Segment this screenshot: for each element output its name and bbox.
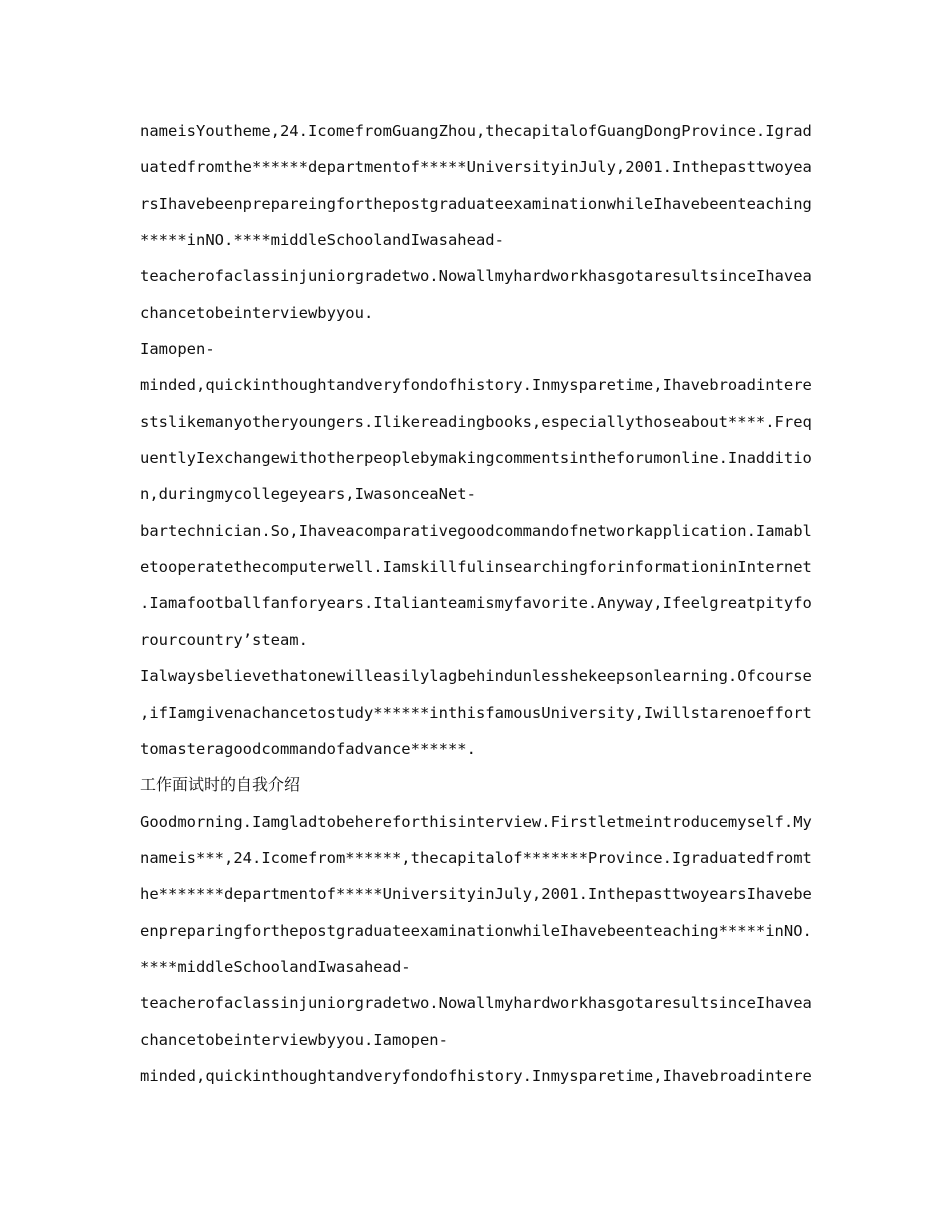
text-line: etooperatethecomputerwell.IamskillfulinsearchingforinformationinInternet xyxy=(140,558,812,577)
text-line: ****middleSchoolandIwasahead- xyxy=(140,957,411,976)
text-line: minded,quickinthoughtandveryfondofhistory.Inmysparetime,Ihavebroadintere xyxy=(140,1066,812,1085)
text-line: minded,quickinthoughtandveryfondofhistory.Inmysparetime,Ihavebroadintere xyxy=(140,376,812,395)
text-line: teacherofaclassinjuniorgradetwo.NowallmyhardworkhasgotaresultsinceIhavea xyxy=(140,267,812,286)
text-line: chancetobeinterviewbyyou. xyxy=(140,303,374,322)
text-line: n,duringmycollegeyears,IwasonceaNet- xyxy=(140,485,476,504)
text-line: *****inNO.****middleSchoolandIwasahead- xyxy=(140,231,504,250)
text-line: rourcountry’steam. xyxy=(140,630,308,649)
text-line: nameisYoutheme,24.IcomefromGuangZhou,thecapitalofGuangDongProvince.Igrad xyxy=(140,122,812,140)
text-line: Iamopen- xyxy=(140,340,215,359)
text-line: .Iamafootballfanforyears.Italianteamismyfavorite.Anyway,Ifeelgreatpityfo xyxy=(140,594,812,613)
text-line: uentlyIexchangewithotherpeoplebymakingcommentsintheforumonline.Inadditio xyxy=(140,449,812,468)
text-line: uatedfromthe******departmentof*****UniversityinJuly,2001.Inthepasttwoyea xyxy=(140,158,812,177)
text-line: ,ifIamgivenachancetostudy******inthisfamousUniversity,Iwillstarenoeffort xyxy=(140,703,812,722)
text-line: nameis***,24.Icomefrom******,thecapitalof*******Province.Igraduatedfromt xyxy=(140,848,812,867)
section-heading: 工作面试时的自我介绍 xyxy=(140,775,301,795)
text-line: Ialwaysbelievethatonewilleasilylagbehindunlesshekeepsonlearning.Ofcourse xyxy=(140,667,812,686)
text-line: tomasteragoodcommandofadvance******. xyxy=(140,739,476,758)
text-line: enpreparingforthepostgraduateexaminationwhileIhavebeenteaching*****inNO. xyxy=(140,921,812,940)
text-line: bartechnician.So,Ihaveacomparativegoodcommandofnetworkapplication.Iamabl xyxy=(140,521,812,540)
text-line: stslikemanyotheryoungers.Ilikereadingbooks,especiallythoseabout****.Freq xyxy=(140,412,812,431)
text-line: rsIhavebeenprepareingforthepostgraduateexaminationwhileIhavebeenteaching xyxy=(140,194,812,213)
text-line: chancetobeinterviewbyyou.Iamopen- xyxy=(140,1030,448,1049)
text-line: he*******departmentof*****UniversityinJuly,2001.InthepasttwoyearsIhavebe xyxy=(140,885,812,904)
document-body xyxy=(140,117,812,1098)
text-line: teacherofaclassinjuniorgradetwo.NowallmyhardworkhasgotaresultsinceIhavea xyxy=(140,994,812,1013)
text-line: Goodmorning.Iamgladtobehereforthisinterview.Firstletmeintroducemyself.My xyxy=(140,812,812,831)
